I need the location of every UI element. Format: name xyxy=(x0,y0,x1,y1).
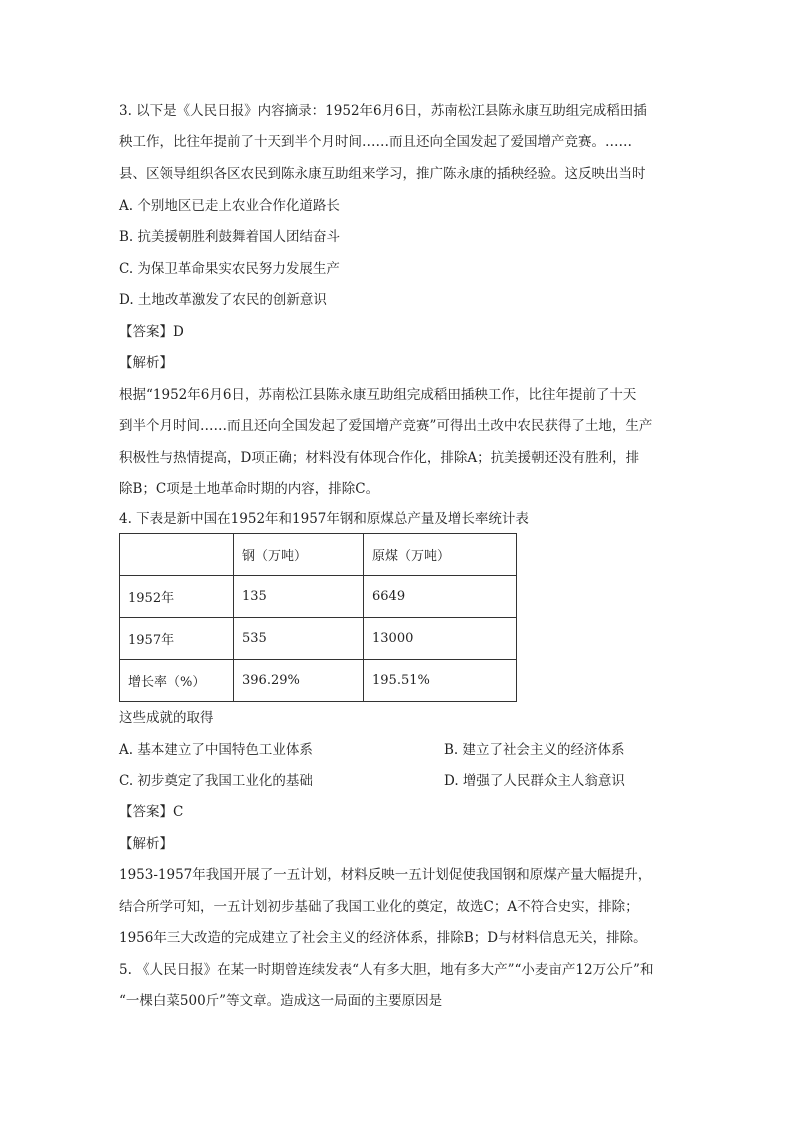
q3-answer: 【答案】D xyxy=(119,324,184,340)
q3-option-b: B. 抗美援朝胜利鼓舞着国人团结奋斗 xyxy=(119,229,341,245)
table-cell: 增长率（%） xyxy=(120,660,234,702)
table-cell: 13000 xyxy=(364,618,517,660)
q3-option-a: A. 个别地区已走上农业合作化道路长 xyxy=(119,198,340,214)
q3-option-d: D. 土地改革激发了农民的创新意识 xyxy=(119,292,327,308)
table-cell: 195.51% xyxy=(364,660,517,702)
table-cell: 535 xyxy=(234,618,364,660)
table-row xyxy=(120,618,517,660)
q4-analysis-line-2: 结合所学可知，一五计划初步基础了我国工业化的奠定，故选C；A不符合史实，排除； xyxy=(119,899,639,915)
q3-analysis-line-3: 积极性与热情提高，D项正确；材料没有体现合作化，排除A；抗美援朝还没有胜利，排 xyxy=(119,450,640,466)
table-header-row xyxy=(120,534,517,576)
q4-analysis-line-3: 1956年三大改造的完成建立了社会主义的经济体系，排除B；D与材料信息无关，排除。 xyxy=(119,930,647,946)
q3-option-c: C. 为保卫革命果实农民努力发展生产 xyxy=(119,261,340,277)
q4-prompt: 这些成就的取得 xyxy=(119,710,214,726)
q4-option-a: A. 基本建立了中国特色工业体系 xyxy=(119,742,313,758)
table-cell: 396.29% xyxy=(234,660,364,702)
table-cell: 1952年 xyxy=(120,576,234,618)
q4-stem: 4. 下表是新中国在1952年和1957年钢和原煤总产量及增长率统计表 xyxy=(119,511,529,527)
table-cell: 1957年 xyxy=(120,618,234,660)
q4-analysis-label: 【解析】 xyxy=(119,836,173,852)
q3-analysis-label: 【解析】 xyxy=(119,355,173,371)
q5-stem-line-2: “一棵白菜500斤”等文章。造成这一局面的主要原因是 xyxy=(119,993,443,1009)
table-row xyxy=(120,576,517,618)
q3-stem-line-3: 县、区领导组织各区农民到陈永康互助组来学习，推广陈永康的插秧经验。这反映出当时 xyxy=(119,166,646,182)
q5-stem-line-1: 5. 《人民日报》在某一时期曾连续发表“人有多大胆，地有多大产”“小麦亩产12万公斤”和 xyxy=(119,962,654,978)
table-row xyxy=(120,660,517,702)
table-header-cell: 钢（万吨） xyxy=(234,534,364,576)
q3-analysis-line-2: 到半个月时间……而且还向全国发起了爱国增产竞赛”可得出土改中农民获得了土地，生产 xyxy=(119,418,653,434)
q4-analysis-line-1: 1953-1957年我国开展了一五计划，材料反映一五计划促使我国钢和原煤产量大幅提升， xyxy=(119,867,652,883)
table-cell: 135 xyxy=(234,576,364,618)
q4-option-b: B. 建立了社会主义的经济体系 xyxy=(444,742,625,758)
table-header-cell: 原煤（万吨） xyxy=(364,534,517,576)
q3-analysis-line-1: 根据“1952年6月6日，苏南松江县陈永康互助组完成稻田插秧工作，比往年提前了十天 xyxy=(119,387,637,403)
q4-option-c: C. 初步奠定了我国工业化的基础 xyxy=(119,773,313,789)
table-cell: 6649 xyxy=(364,576,517,618)
production-stats-table xyxy=(119,533,517,702)
table-header-cell xyxy=(120,534,234,576)
q4-answer: 【答案】C xyxy=(119,804,184,820)
q3-stem-line-1: 3. 以下是《人民日报》内容摘录：1952年6月6日，苏南松江县陈永康互助组完成稻田插 xyxy=(119,103,647,119)
q3-analysis-line-4: 除B；C项是土地革命时期的内容，排除C。 xyxy=(119,481,380,497)
q3-stem-line-2: 秧工作，比往年提前了十天到半个月时间……而且还向全国发起了爱国增产竞赛。…… xyxy=(119,134,632,150)
q4-option-d: D. 增强了人民群众主人翁意识 xyxy=(444,773,625,789)
